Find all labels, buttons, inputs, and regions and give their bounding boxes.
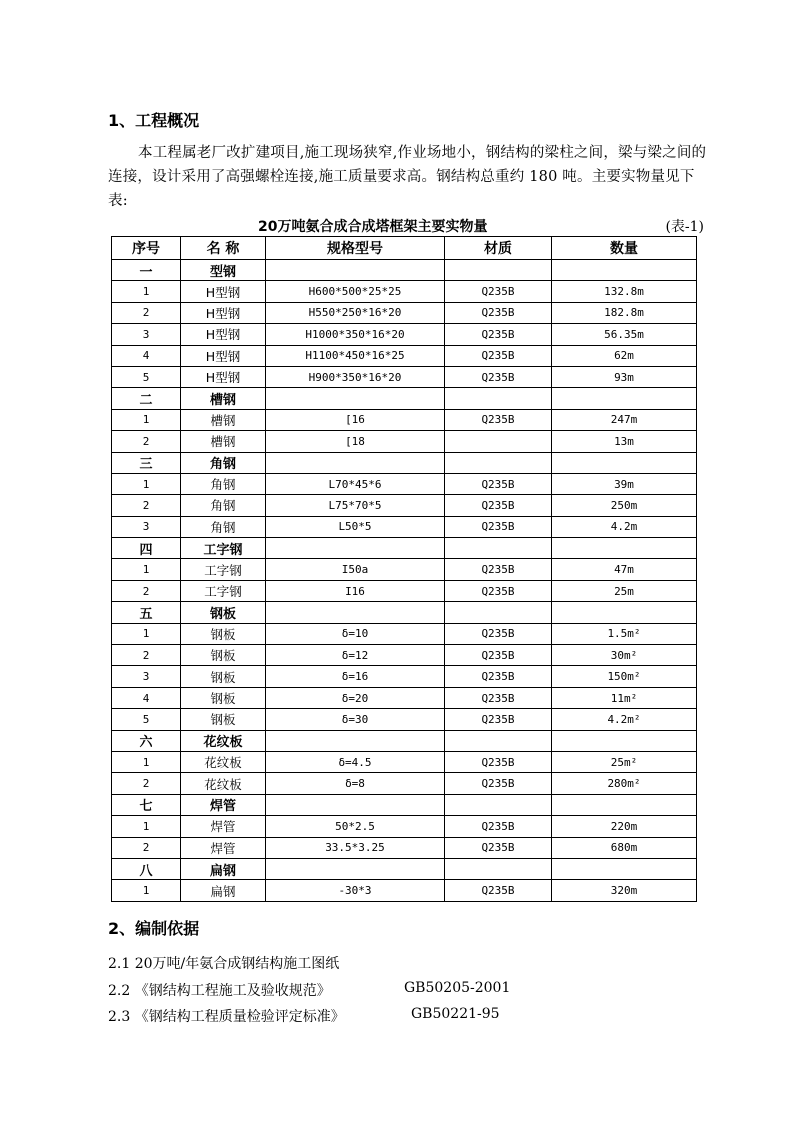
table-row (112, 281, 697, 302)
material-cell: Q235B (445, 302, 552, 323)
empty-cell (445, 452, 552, 473)
group-name-cell: 扁钢 (181, 858, 266, 879)
row-number-cell: 2 (112, 837, 181, 858)
spec-cell: L50*5 (266, 516, 445, 537)
row-number-cell: 2 (112, 302, 181, 323)
material-cell: Q235B (445, 516, 552, 537)
material-cell: Q235B (445, 366, 552, 387)
row-name-cell: 工字钢 (181, 580, 266, 601)
empty-cell (552, 602, 697, 623)
group-name-cell: 花纹板 (181, 730, 266, 751)
spec-cell: L75*70*5 (266, 495, 445, 516)
row-number-cell: 1 (112, 559, 181, 580)
materials-table (111, 236, 697, 902)
quantity-cell: 4.2m (552, 516, 697, 537)
empty-cell (445, 730, 552, 751)
empty-cell (552, 388, 697, 409)
reference-code: GB50205-2001 (404, 980, 511, 996)
row-name-cell: 花纹板 (181, 751, 266, 772)
reference-item (108, 1006, 500, 1026)
empty-cell (266, 602, 445, 623)
table-row (112, 495, 697, 516)
row-name-cell: 钢板 (181, 645, 266, 666)
group-number-cell: 七 (112, 794, 181, 815)
table-caption (108, 216, 708, 236)
material-cell: Q235B (445, 495, 552, 516)
spec-cell: H900*350*16*20 (266, 366, 445, 387)
table-group-row (112, 794, 697, 815)
header-cell: 数量 (552, 237, 697, 260)
quantity-cell: 680m (552, 837, 697, 858)
row-name-cell: 槽钢 (181, 409, 266, 430)
spec-cell: L70*45*6 (266, 473, 445, 494)
table-row (112, 516, 697, 537)
material-cell: Q235B (445, 709, 552, 730)
row-name-cell: 角钢 (181, 516, 266, 537)
quantity-cell: 62m (552, 345, 697, 366)
quantity-cell: 11m² (552, 687, 697, 708)
quantity-cell: 250m (552, 495, 697, 516)
table-row (112, 880, 697, 901)
group-name-cell: 型钢 (181, 260, 266, 281)
row-number-cell: 1 (112, 816, 181, 837)
table-group-row (112, 730, 697, 751)
empty-cell (552, 452, 697, 473)
table-row (112, 816, 697, 837)
material-cell: Q235B (445, 837, 552, 858)
quantity-cell: 56.35m (552, 324, 697, 345)
material-cell: Q235B (445, 687, 552, 708)
row-name-cell: 角钢 (181, 473, 266, 494)
row-number-cell: 1 (112, 281, 181, 302)
group-name-cell: 槽钢 (181, 388, 266, 409)
row-name-cell: 钢板 (181, 666, 266, 687)
quantity-cell: 47m (552, 559, 697, 580)
spec-cell: H600*500*25*25 (266, 281, 445, 302)
spec-cell: 50*2.5 (266, 816, 445, 837)
table-row (112, 559, 697, 580)
table-row (112, 324, 697, 345)
row-number-cell: 2 (112, 495, 181, 516)
spec-cell: δ=8 (266, 773, 445, 794)
row-number-cell: 1 (112, 880, 181, 901)
reference-text: 2.3 《钢结构工程质量检验评定标准》 (108, 1009, 345, 1025)
header-cell: 序号 (112, 237, 181, 260)
row-name-cell: 工字钢 (181, 559, 266, 580)
quantity-cell: 25m² (552, 751, 697, 772)
table-row (112, 431, 697, 452)
table-row (112, 666, 697, 687)
row-name-cell: 角钢 (181, 495, 266, 516)
empty-cell (445, 858, 552, 879)
row-name-cell: 钢板 (181, 709, 266, 730)
material-cell: Q235B (445, 816, 552, 837)
row-name-cell: 钢板 (181, 687, 266, 708)
material-cell: Q235B (445, 666, 552, 687)
material-cell: Q235B (445, 473, 552, 494)
group-number-cell: 五 (112, 602, 181, 623)
table-row (112, 302, 697, 323)
row-name-cell: 钢板 (181, 623, 266, 644)
spec-cell: I50a (266, 559, 445, 580)
table-row (112, 773, 697, 794)
reference-item (108, 953, 339, 973)
spec-cell: I16 (266, 580, 445, 601)
row-name-cell: H型钢 (181, 281, 266, 302)
table-group-row (112, 452, 697, 473)
group-name-cell: 工字钢 (181, 538, 266, 559)
empty-cell (552, 730, 697, 751)
section-heading-overview: 1、工程概况 (108, 111, 200, 130)
material-cell: Q235B (445, 645, 552, 666)
quantity-cell: 132.8m (552, 281, 697, 302)
empty-cell (445, 602, 552, 623)
table-row (112, 623, 697, 644)
table-row (112, 751, 697, 772)
group-name-cell: 角钢 (181, 452, 266, 473)
quantity-cell: 25m (552, 580, 697, 601)
empty-cell (552, 794, 697, 815)
row-number-cell: 1 (112, 473, 181, 494)
reference-item (108, 980, 511, 1000)
material-cell: Q235B (445, 324, 552, 345)
material-cell: Q235B (445, 880, 552, 901)
row-name-cell: 槽钢 (181, 431, 266, 452)
row-number-cell: 2 (112, 580, 181, 601)
material-cell: Q235B (445, 345, 552, 366)
row-number-cell: 1 (112, 623, 181, 644)
row-number-cell: 4 (112, 345, 181, 366)
spec-cell: H550*250*16*20 (266, 302, 445, 323)
row-number-cell: 1 (112, 751, 181, 772)
empty-cell (266, 260, 445, 281)
empty-cell (445, 794, 552, 815)
material-cell: Q235B (445, 623, 552, 644)
table-group-row (112, 260, 697, 281)
quantity-cell: 247m (552, 409, 697, 430)
row-name-cell: 扁钢 (181, 880, 266, 901)
table-group-row (112, 388, 697, 409)
spec-cell: 33.5*3.25 (266, 837, 445, 858)
table-tag: (表-1) (665, 219, 704, 235)
row-name-cell: 花纹板 (181, 773, 266, 794)
row-number-cell: 3 (112, 324, 181, 345)
spec-cell: δ=30 (266, 709, 445, 730)
row-name-cell: 焊管 (181, 837, 266, 858)
table-row (112, 687, 697, 708)
table-row (112, 709, 697, 730)
spec-cell: δ=12 (266, 645, 445, 666)
quantity-cell: 13m (552, 431, 697, 452)
header-cell: 材质 (445, 237, 552, 260)
group-number-cell: 八 (112, 858, 181, 879)
quantity-cell: 39m (552, 473, 697, 494)
empty-cell (445, 388, 552, 409)
row-number-cell: 1 (112, 409, 181, 430)
group-number-cell: 四 (112, 538, 181, 559)
row-name-cell: 焊管 (181, 816, 266, 837)
reference-code: GB50221-95 (411, 1006, 500, 1022)
reference-text: 2.2 《钢结构工程施工及验收规范》 (108, 983, 331, 999)
spec-cell: -30*3 (266, 880, 445, 901)
table-title: 20万吨氨合成合成塔框架主要实物量 (258, 219, 488, 235)
table-group-row (112, 538, 697, 559)
row-number-cell: 3 (112, 516, 181, 537)
spec-cell: δ=16 (266, 666, 445, 687)
empty-cell (266, 730, 445, 751)
group-number-cell: 三 (112, 452, 181, 473)
section-heading-basis: 2、编制依据 (108, 919, 200, 938)
quantity-cell: 320m (552, 880, 697, 901)
spec-cell: δ=10 (266, 623, 445, 644)
table-row (112, 409, 697, 430)
empty-cell (445, 538, 552, 559)
quantity-cell: 150m² (552, 666, 697, 687)
table-header-row (112, 237, 697, 260)
empty-cell (266, 388, 445, 409)
empty-cell (552, 538, 697, 559)
empty-cell (266, 452, 445, 473)
row-number-cell: 3 (112, 666, 181, 687)
empty-cell (552, 858, 697, 879)
quantity-cell: 280m² (552, 773, 697, 794)
table-row (112, 473, 697, 494)
empty-cell (266, 858, 445, 879)
table-group-row (112, 858, 697, 879)
empty-cell (266, 538, 445, 559)
row-number-cell: 2 (112, 645, 181, 666)
material-cell: Q235B (445, 773, 552, 794)
group-name-cell: 焊管 (181, 794, 266, 815)
table-row (112, 366, 697, 387)
row-number-cell: 5 (112, 366, 181, 387)
group-number-cell: 二 (112, 388, 181, 409)
material-cell: Q235B (445, 409, 552, 430)
spec-cell: H1000*350*16*20 (266, 324, 445, 345)
row-number-cell: 5 (112, 709, 181, 730)
group-number-cell: 六 (112, 730, 181, 751)
material-cell: Q235B (445, 580, 552, 601)
row-name-cell: H型钢 (181, 366, 266, 387)
row-name-cell: H型钢 (181, 345, 266, 366)
material-cell: Q235B (445, 281, 552, 302)
quantity-cell: 30m² (552, 645, 697, 666)
empty-cell (552, 260, 697, 281)
spec-cell: [16 (266, 409, 445, 430)
quantity-cell: 220m (552, 816, 697, 837)
material-cell: Q235B (445, 559, 552, 580)
table-group-row (112, 602, 697, 623)
empty-cell (266, 794, 445, 815)
quantity-cell: 93m (552, 366, 697, 387)
row-name-cell: H型钢 (181, 324, 266, 345)
material-cell: Q235B (445, 751, 552, 772)
spec-cell: [18 (266, 431, 445, 452)
quantity-cell: 1.5m² (552, 623, 697, 644)
table-row (112, 580, 697, 601)
quantity-cell: 182.8m (552, 302, 697, 323)
table-row (112, 345, 697, 366)
material-cell (445, 431, 552, 452)
row-number-cell: 4 (112, 687, 181, 708)
row-name-cell: H型钢 (181, 302, 266, 323)
row-number-cell: 2 (112, 431, 181, 452)
quantity-cell: 4.2m² (552, 709, 697, 730)
spec-cell: δ=4.5 (266, 751, 445, 772)
spec-cell: H1100*450*16*25 (266, 345, 445, 366)
table-row (112, 837, 697, 858)
overview-paragraph: 本工程属老厂改扩建项目,施工现场狭窄,作业场地小，钢结构的梁柱之间，梁与梁之间的连接，设计采用了高强螺栓连接,施工质量要求高。钢结构总重约 180 吨。主要实物量见下表: (108, 145, 707, 209)
header-cell: 规格型号 (266, 237, 445, 260)
row-number-cell: 2 (112, 773, 181, 794)
empty-cell (445, 260, 552, 281)
group-name-cell: 钢板 (181, 602, 266, 623)
header-cell: 名 称 (181, 237, 266, 260)
table-row (112, 645, 697, 666)
spec-cell: δ=20 (266, 687, 445, 708)
group-number-cell: 一 (112, 260, 181, 281)
reference-text: 2.1 20万吨/年氨合成钢结构施工图纸 (108, 956, 340, 972)
